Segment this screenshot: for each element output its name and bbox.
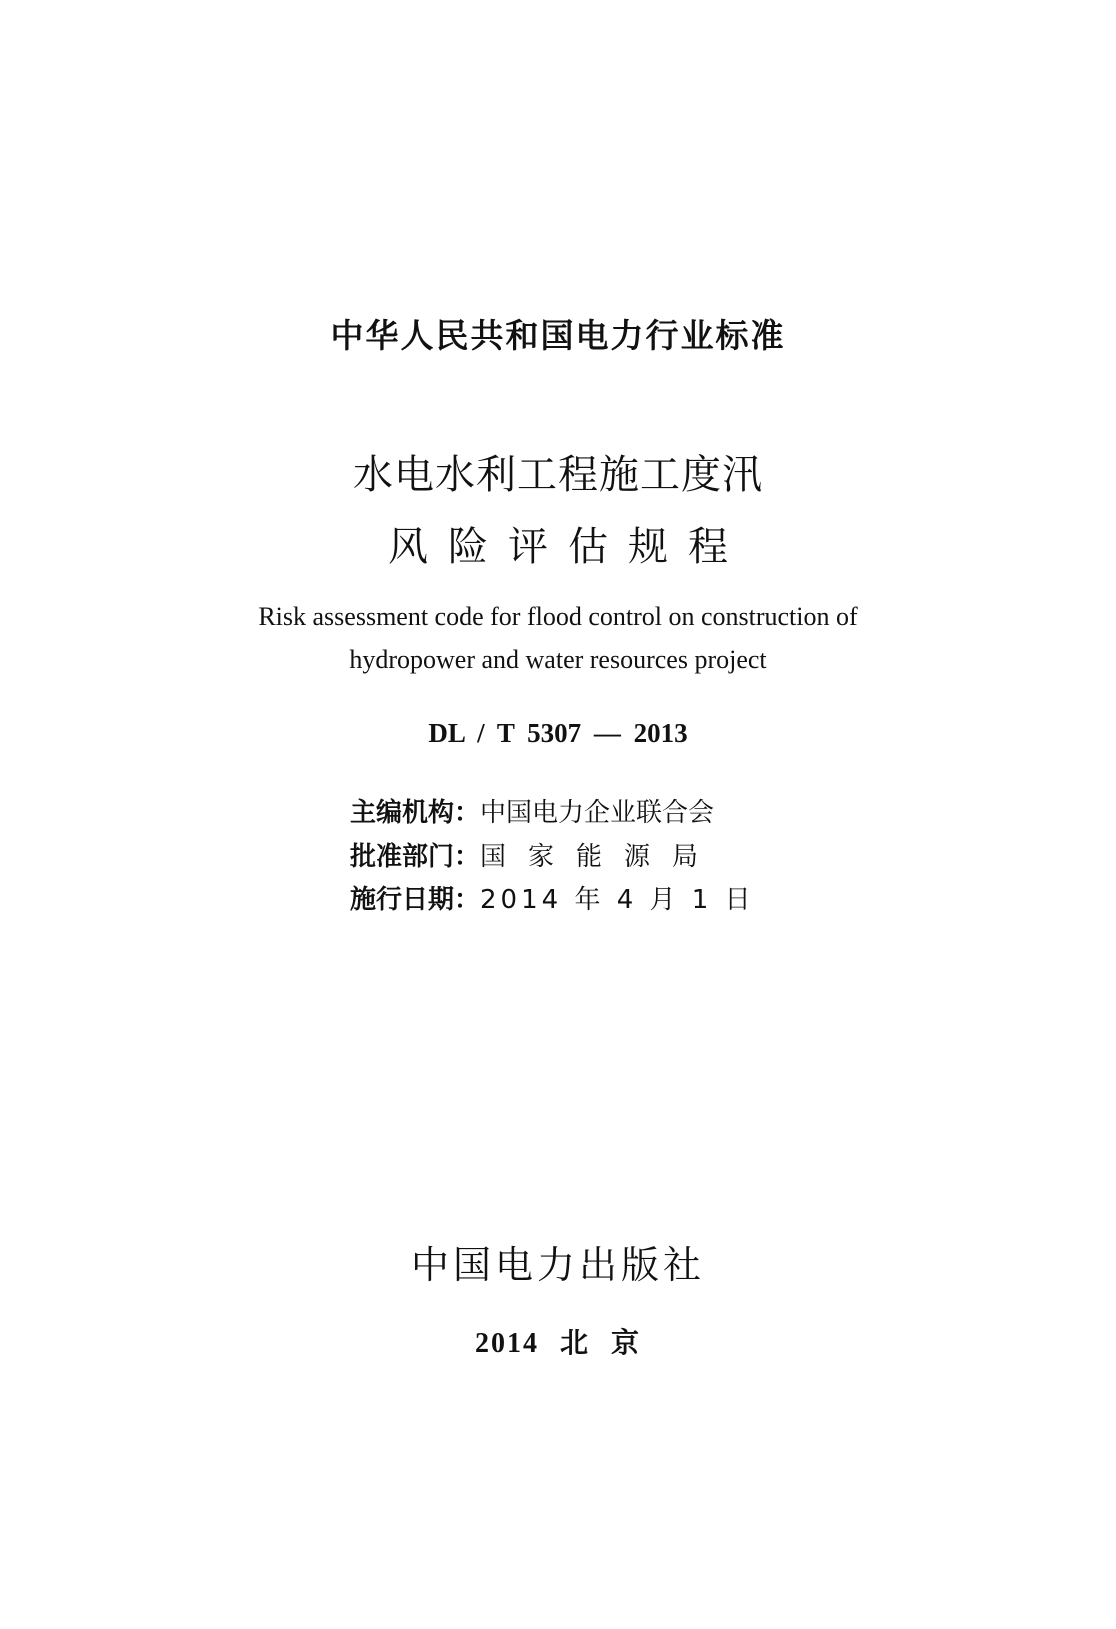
publication-year-place: 2014 北 京 [474, 1328, 641, 1359]
editor-value: 中国电力企业联合会 [480, 798, 715, 828]
approver-row [350, 836, 720, 873]
approver-value: 国家能源局 [480, 842, 721, 872]
english-title-line-1: Risk assessment code for flood control on construction of [258, 602, 858, 631]
approver-label: 批准部门： [350, 842, 481, 872]
standard-series-heading: 中华人民共和国电力行业标准 [330, 316, 786, 355]
english-title-line-2: hydropower and water resources project [349, 645, 767, 674]
chinese-title-line-1: 水电水利工程施工度汛 [353, 452, 763, 498]
editor-label: 主编机构： [350, 798, 481, 828]
chinese-title-line-2: 风险评估规程 [388, 524, 748, 570]
editor-row [350, 792, 714, 829]
standard-code: DL / T 5307 — 2013 [428, 718, 688, 748]
effective-date-value: 2014 年 4 月 1 日 [480, 885, 755, 915]
effective-date-label: 施行日期： [350, 885, 481, 915]
publisher-name: 中国电力出版社 [410, 1243, 705, 1287]
effective-date-row [350, 879, 755, 916]
